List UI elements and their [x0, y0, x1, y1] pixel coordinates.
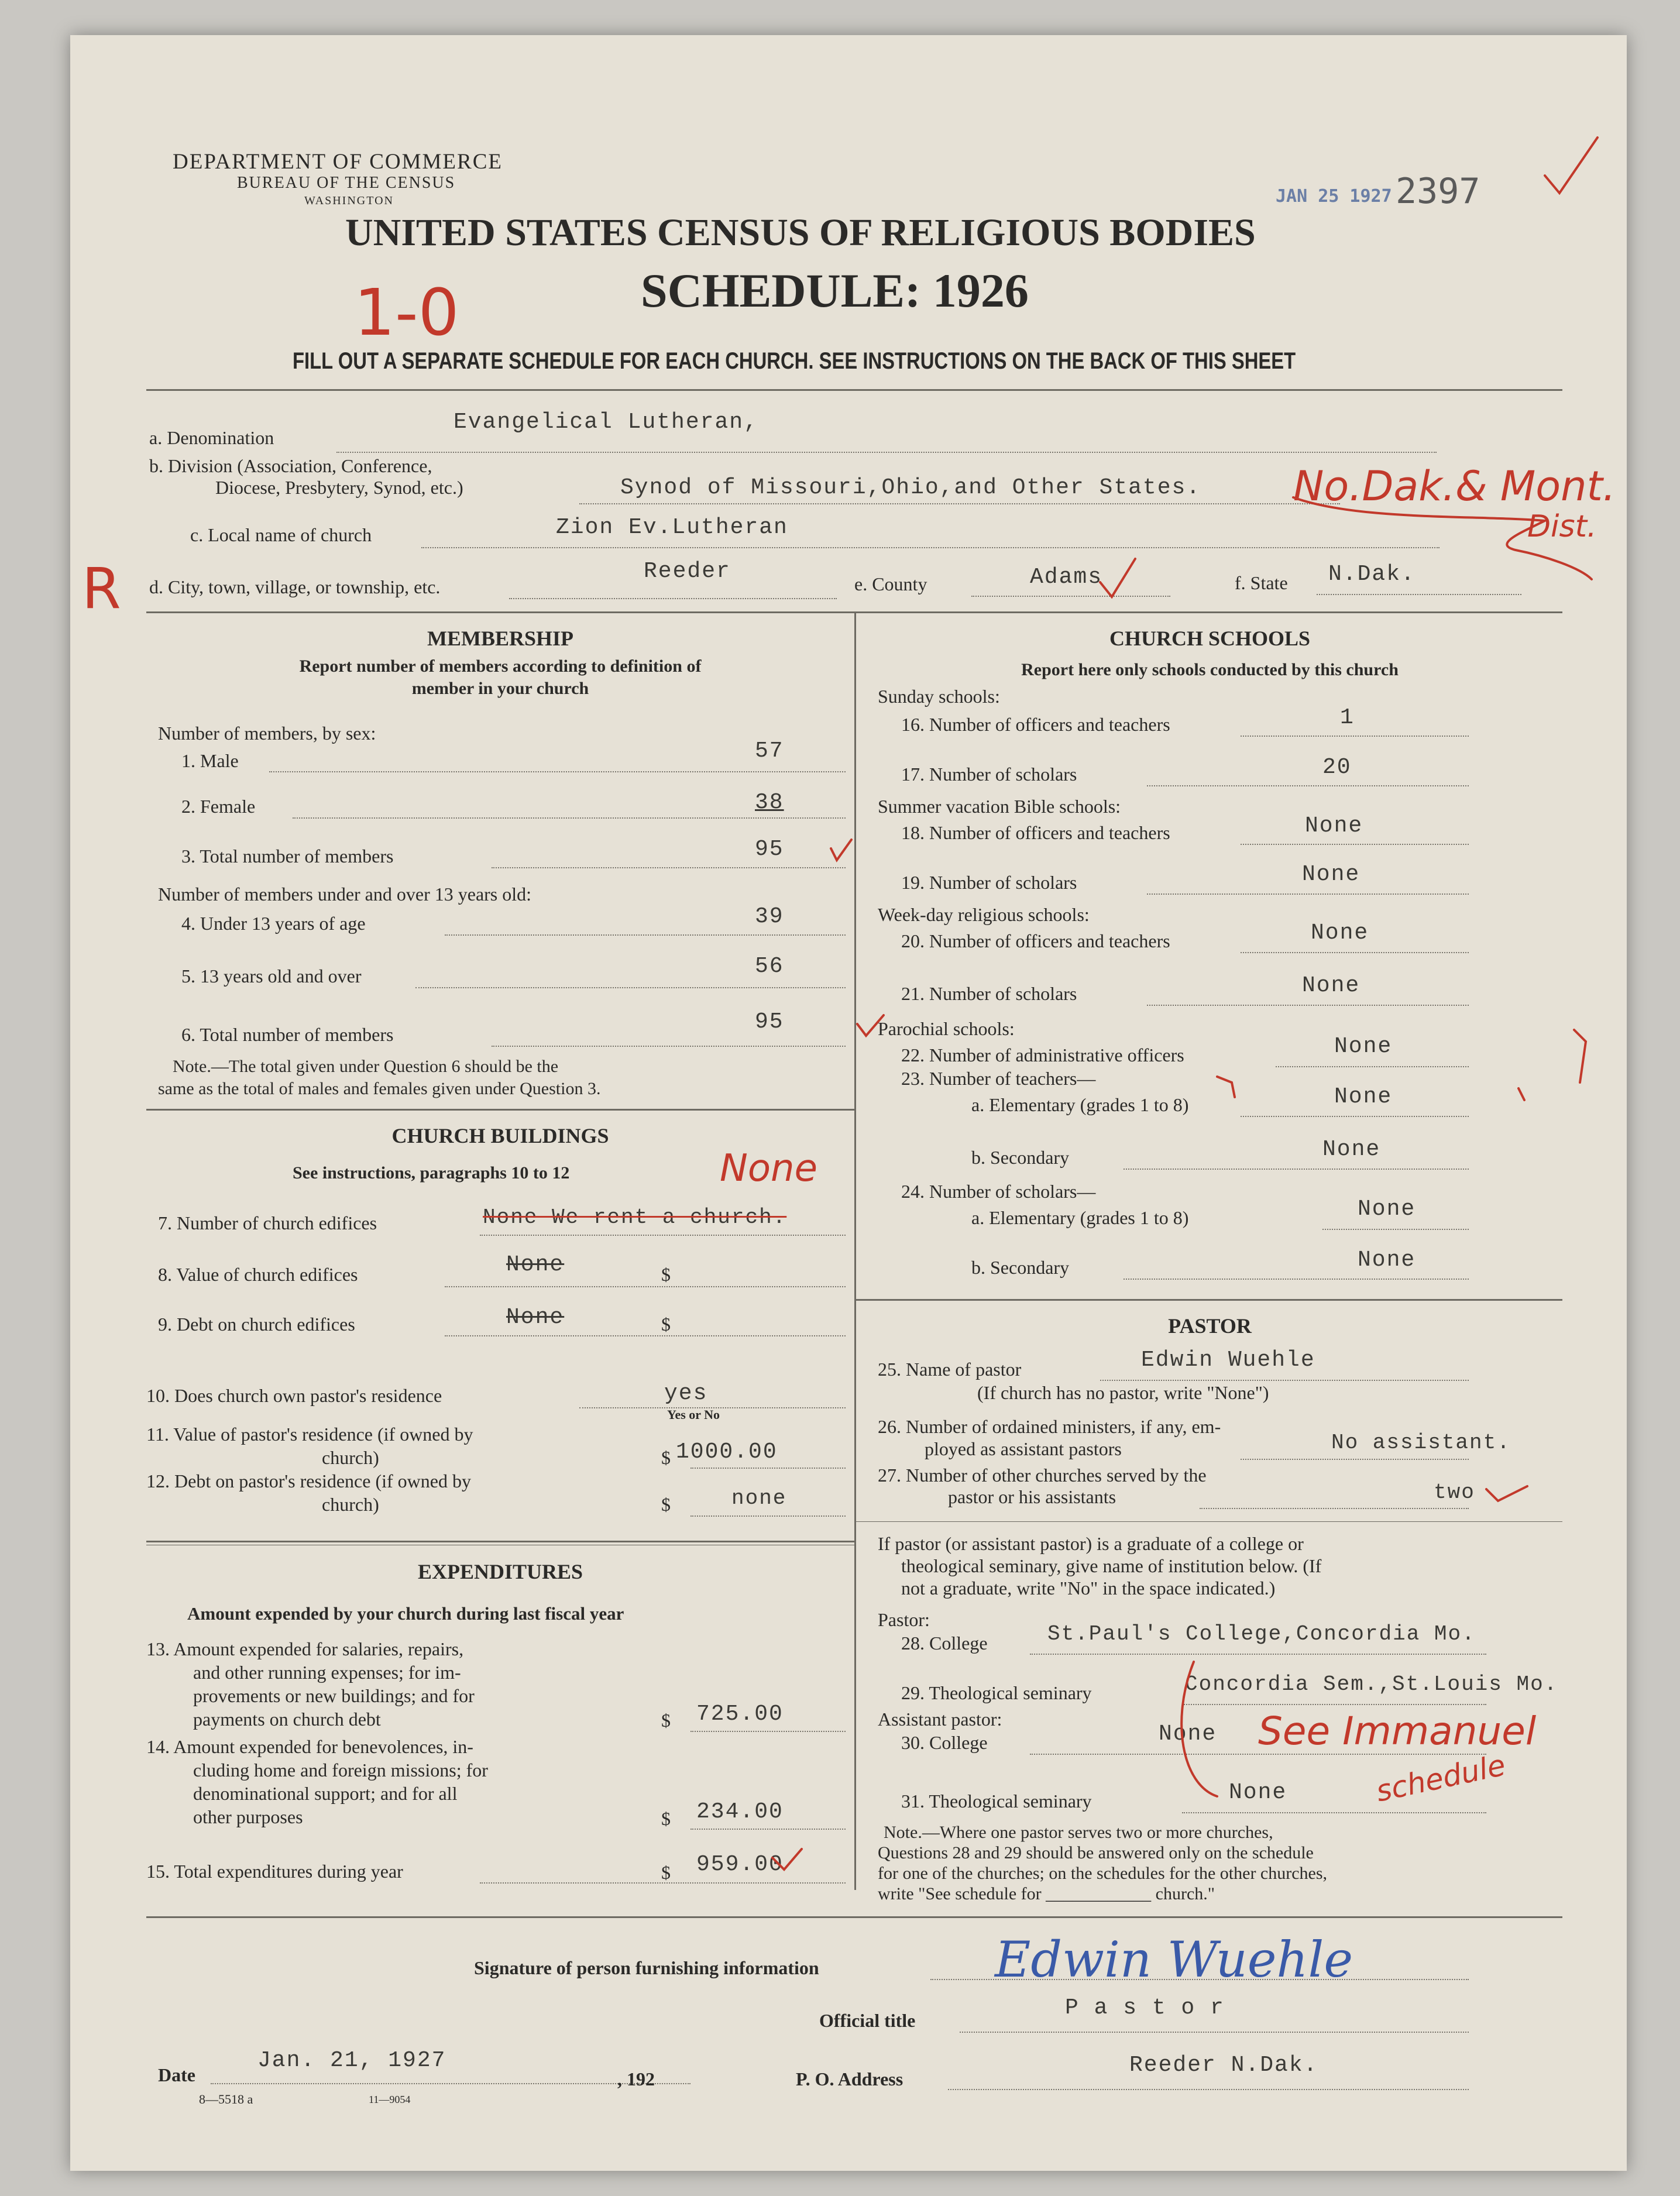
q14-label-line2: cluding home and foreign missions; for [193, 1759, 488, 1781]
schedule-number-stamp: 2397 [1396, 171, 1480, 212]
q12-dollar-sign: $ [661, 1494, 671, 1515]
graduate-intro-line1: If pastor (or assistant pastor) is a graduate of a college or [878, 1533, 1304, 1554]
q7-church-edifices-label: 7. Number of church edifices [158, 1212, 377, 1233]
q5-13-and-over-label: 5. 13 years old and over [181, 965, 362, 987]
q12-debt-residence-label-line2: church) [322, 1494, 379, 1515]
q27-value: two [1434, 1480, 1475, 1504]
q2-female-label: 2. Female [181, 796, 256, 817]
q29-seminary-value: Concordia Sem.,St.Louis Mo. [1185, 1672, 1558, 1696]
q18-value: None [1305, 813, 1363, 838]
form-title: UNITED STATES CENSUS OF RELIGIOUS BODIES [345, 211, 1256, 254]
q14-amount-value: 234.00 [696, 1799, 784, 1824]
membership-heading: MEMBERSHIP [427, 627, 573, 650]
assistant-pastor-education-label: Assistant pastor: [878, 1709, 1002, 1730]
buildings-see-instructions: See instructions, paragraphs 10 to 12 [293, 1163, 570, 1183]
division-red-annotation-dist: Dist. [1527, 509, 1597, 544]
q13-dollar-sign: $ [661, 1710, 671, 1731]
q2-female-value: 38 [755, 790, 784, 815]
q8-value-edifices-value: None [506, 1252, 565, 1277]
q15-dollar-sign: $ [661, 1862, 671, 1883]
q28-college-value: St.Paul's College,Concordia Mo. [1047, 1622, 1476, 1646]
q3-total-members-value: 95 [755, 837, 784, 862]
church-buildings-heading: CHURCH BUILDINGS [391, 1124, 609, 1147]
q23a-value: None [1334, 1084, 1393, 1109]
q12-debt-residence-value: none [731, 1486, 787, 1510]
date-value: Jan. 21, 1927 [257, 2048, 446, 2073]
division-red-annotation: No.Dak.& Mont. [1293, 462, 1616, 510]
q8-dollar-sign: $ [661, 1264, 671, 1285]
q7-church-edifices-value: None We rent a church. [483, 1205, 787, 1229]
pastor-note-line1: Note.—Where one pastor serves two or more churches, [884, 1823, 1273, 1842]
q1-male-value: 57 [755, 738, 784, 764]
po-address-value: Reeder N.Dak. [1129, 2053, 1318, 2078]
expenditures-intro: Amount expended by your church during last fiscal year [187, 1603, 624, 1624]
q10-yes-or-no-hint: Yes or No [667, 1407, 720, 1422]
state-value: N.Dak. [1328, 562, 1416, 587]
bureau-city: WASHINGTON [304, 194, 394, 207]
q20-value: None [1311, 920, 1369, 946]
division-value: Synod of Missouri,Ohio,and Other States. [620, 475, 1201, 500]
q11-dollar-sign: $ [661, 1447, 671, 1468]
pastor-note-line4: write "See schedule for ____________ church." [878, 1884, 1215, 1903]
pastor-education-label: Pastor: [878, 1609, 930, 1630]
local-church-name-value: Zion Ev.Lutheran [556, 515, 788, 540]
signature-value: Edwin Wuehle [995, 1931, 1353, 1988]
census-schedule-form [70, 35, 1627, 2171]
red-pencil-marks [70, 35, 1627, 2171]
expenditures-heading: EXPENDITURES [417, 1560, 583, 1583]
q13-label-line3: provements or new buildings; and for [193, 1685, 475, 1706]
q8-value-edifices-label: 8. Value of church edifices [158, 1264, 358, 1285]
department-name: DEPARTMENT OF COMMERCE [173, 150, 503, 174]
parochial-schools-label: Parochial schools: [878, 1018, 1015, 1039]
weekday-schools-label: Week-day religious schools: [878, 904, 1090, 925]
state-label: f. State [1235, 572, 1288, 593]
graduate-intro-line3: not a graduate, write "No" in the space indicated.) [901, 1578, 1276, 1599]
members-by-age-label: Number of members under and over 13 years old: [158, 884, 532, 905]
q25-pastor-name-value: Edwin Wuehle [1141, 1348, 1315, 1373]
summer-schools-label: Summer vacation Bible schools: [878, 796, 1121, 817]
pastor-heading: PASTOR [1168, 1314, 1252, 1338]
q1-male-label: 1. Male [181, 750, 239, 771]
signature-label: Signature of person furnishing information [474, 1957, 819, 1978]
q25-pastor-name-label: 25. Name of pastor [878, 1359, 1022, 1380]
church-schools-intro: Report here only schools conducted by this church [1021, 660, 1399, 679]
q19-value: None [1302, 862, 1361, 887]
q14-label-line3: denominational support; and for all [193, 1783, 458, 1804]
q5-13-and-over-value: 56 [755, 954, 784, 979]
q11-value-residence-label-line1: 11. Value of pastor's residence (if owned by [146, 1424, 473, 1445]
q24a-label: a. Elementary (grades 1 to 8) [971, 1207, 1189, 1228]
bureau-name: BUREAU OF THE CENSUS [237, 174, 456, 192]
denomination-label: a. Denomination [149, 427, 274, 448]
q9-debt-edifices-label: 9. Debt on church edifices [158, 1314, 355, 1335]
q15-total-label: 15. Total expenditures during year [146, 1861, 403, 1882]
q25-note: (If church has no pastor, write "None") [977, 1382, 1269, 1403]
form-number: 8—5518 a [199, 2092, 253, 2106]
denomination-value: Evangelical Lutheran, [454, 410, 758, 435]
membership-intro-line2: member in your church [411, 679, 589, 698]
q30-college-value: None [1159, 1721, 1217, 1747]
red-mark-1-0: 1-0 [354, 275, 459, 350]
q23b-label: b. Secondary [971, 1147, 1070, 1168]
received-date-stamp: JAN 25 1927 [1276, 186, 1392, 207]
q3-total-members-label: 3. Total number of members [181, 846, 394, 867]
q9-dollar-sign: $ [661, 1314, 671, 1335]
form-schedule-year: SCHEDULE: 1926 [641, 264, 1029, 317]
q22-label: 22. Number of administrative officers [901, 1044, 1184, 1066]
q24a-value: None [1358, 1197, 1416, 1222]
pastor-note-line3: for one of the churches; on the schedules for the other churches, [878, 1864, 1328, 1883]
q24b-label: b. Secondary [971, 1257, 1070, 1278]
county-label: e. County [854, 573, 927, 594]
official-title-value: P a s t o r [1065, 1995, 1225, 2020]
q11-value-residence-value: 1000.00 [676, 1439, 778, 1465]
county-value: Adams [1030, 565, 1103, 590]
q4-under-13-value: 39 [755, 904, 784, 929]
city-label: d. City, town, village, or township, etc. [149, 576, 441, 597]
q21-label: 21. Number of scholars [901, 983, 1077, 1004]
q22-value: None [1334, 1034, 1393, 1059]
q29-seminary-label: 29. Theological seminary [901, 1682, 1092, 1703]
q9-debt-edifices-value: None [506, 1305, 565, 1330]
graduate-intro-line2: theological seminary, give name of institution below. (If [901, 1555, 1322, 1576]
pastor-note-line2: Questions 28 and 29 should be answered only on the schedule [878, 1843, 1314, 1862]
q24-label: 24. Number of scholars— [901, 1181, 1096, 1202]
church-schools-heading: CHURCH SCHOOLS [1109, 627, 1311, 650]
q10-owns-residence-label: 10. Does church own pastor's residence [146, 1385, 442, 1406]
q26-value: No assistant. [1331, 1431, 1511, 1455]
q23-label: 23. Number of teachers— [901, 1068, 1096, 1089]
official-title-label: Official title [819, 2010, 916, 2031]
po-address-label: P. O. Address [796, 2068, 903, 2090]
date-suffix: , 192 [617, 2068, 655, 2090]
members-by-sex-label: Number of members, by sex: [158, 723, 376, 744]
q30-college-label: 30. College [901, 1732, 988, 1753]
q4-under-13-label: 4. Under 13 years of age [181, 913, 366, 934]
q14-dollar-sign: $ [661, 1808, 671, 1829]
schedule-red-annotation: schedule [1373, 1748, 1509, 1809]
buildings-red-none: None [720, 1147, 817, 1190]
division-label-line2: Diocese, Presbytery, Synod, etc.) [215, 477, 463, 498]
q17-value: 20 [1322, 755, 1352, 780]
q27-label-line1: 27. Number of other churches served by the [878, 1465, 1207, 1486]
q23a-label: a. Elementary (grades 1 to 8) [971, 1094, 1189, 1115]
q15-total-value: 959.00 [696, 1852, 784, 1877]
q17-label: 17. Number of scholars [901, 764, 1077, 785]
division-label-line1: b. Division (Association, Conference, [149, 455, 432, 476]
q23b-value: None [1322, 1137, 1381, 1162]
q19-label: 19. Number of scholars [901, 872, 1077, 893]
red-mark-r: R [82, 556, 121, 621]
q12-debt-residence-label-line1: 12. Debt on pastor's residence (if owned by [146, 1470, 471, 1492]
q10-owns-residence-value: yes [664, 1381, 708, 1406]
sunday-schools-label: Sunday schools: [878, 686, 1000, 707]
q11-value-residence-label-line2: church) [322, 1447, 379, 1468]
q28-college-label: 28. College [901, 1633, 988, 1654]
q13-label-line2: and other running expenses; for im- [193, 1662, 461, 1683]
q31-seminary-label: 31. Theological seminary [901, 1791, 1092, 1812]
q27-label-line2: pastor or his assistants [948, 1486, 1116, 1507]
q13-label-line1: 13. Amount expended for salaries, repairs, [146, 1638, 464, 1659]
fill-out-instructions: FILL OUT A SEPARATE SCHEDULE FOR EACH CHURCH. SEE INSTRUCTIONS ON THE BACK OF THIS SHEET [293, 348, 1296, 374]
q24b-value: None [1358, 1248, 1416, 1273]
q14-label-line4: other purposes [193, 1806, 303, 1827]
city-value: Reeder [644, 559, 731, 584]
q20-label: 20. Number of officers and teachers [901, 930, 1170, 951]
q31-seminary-value: None [1229, 1780, 1287, 1805]
q6-total-members-label: 6. Total number of members [181, 1024, 394, 1045]
q6-total-members-value: 95 [755, 1009, 784, 1035]
q16-label: 16. Number of officers and teachers [901, 714, 1170, 735]
q18-label: 18. Number of officers and teachers [901, 822, 1170, 843]
q13-amount-value: 725.00 [696, 1702, 784, 1727]
print-number: 11—9054 [369, 2094, 411, 2105]
q16-value: 1 [1340, 705, 1355, 730]
q26-label-line2: ployed as assistant pastors [925, 1438, 1122, 1459]
q14-label-line1: 14. Amount expended for benevolences, in- [146, 1736, 473, 1757]
membership-note-line2: same as the total of males and females given under Question 3. [158, 1079, 601, 1098]
see-immanuel-red-annotation: See Immanuel [1258, 1709, 1537, 1754]
date-label: Date [158, 2064, 195, 2085]
q21-value: None [1302, 973, 1361, 998]
local-church-name-label: c. Local name of church [190, 524, 372, 545]
q26-label-line1: 26. Number of ordained ministers, if any, em- [878, 1416, 1221, 1437]
membership-intro-line1: Report number of members according to definition of [299, 657, 702, 676]
q13-label-line4: payments on church debt [193, 1709, 381, 1730]
membership-note-line1: Note.—The total given under Question 6 should be the [173, 1057, 559, 1076]
